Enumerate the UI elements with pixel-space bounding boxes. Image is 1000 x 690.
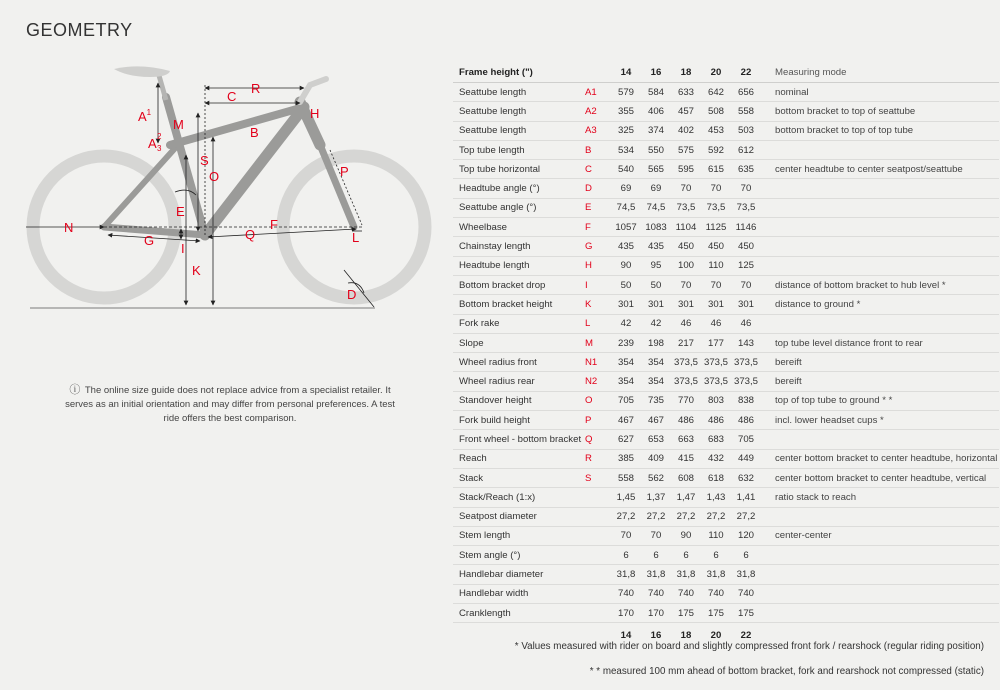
- row-label: Seatpost diameter: [453, 507, 585, 526]
- row-label: Seattube angle (°): [453, 198, 585, 217]
- row-value: 402: [671, 121, 701, 140]
- row-label: Stack/Reach (1:x): [453, 488, 585, 507]
- row-measuring-mode: [761, 237, 999, 256]
- table-row: [453, 372, 999, 391]
- size-footer: 14: [620, 629, 632, 641]
- row-value: 534: [611, 140, 641, 159]
- row-value: 385: [611, 449, 641, 468]
- row-value: 1083: [641, 218, 671, 237]
- row-value: 592: [701, 140, 731, 159]
- row-value: 632: [731, 468, 761, 487]
- row-measuring-mode: [761, 546, 999, 565]
- row-label: Seattube length: [453, 102, 585, 121]
- table-row: [453, 353, 999, 372]
- label-p: P: [340, 164, 349, 179]
- row-label: Seattube length: [453, 83, 585, 102]
- size-footer: 18: [680, 629, 692, 641]
- geometry-table: [453, 63, 999, 647]
- row-measuring-mode: center bottom bracket to center headtube, horizontal: [761, 449, 999, 468]
- row-value: 31,8: [731, 565, 761, 584]
- row-value: 170: [641, 604, 671, 623]
- row-value: 608: [671, 468, 701, 487]
- table-row: [453, 526, 999, 545]
- row-value: 95: [641, 256, 671, 275]
- table-row: [453, 391, 999, 410]
- row-value: 90: [671, 526, 701, 545]
- row-label: Bottom bracket height: [453, 295, 585, 314]
- label-e: E: [176, 204, 185, 219]
- row-measuring-mode: center bottom bracket to center headtube, vertical: [761, 468, 999, 487]
- row-label: Stem length: [453, 526, 585, 545]
- table-row: [453, 121, 999, 140]
- row-code: P: [585, 411, 611, 430]
- row-value: 486: [701, 411, 731, 430]
- row-value: 42: [641, 314, 671, 333]
- row-value: 453: [701, 121, 731, 140]
- row-value: 467: [641, 411, 671, 430]
- row-value: 70: [701, 179, 731, 198]
- table-row: [453, 411, 999, 430]
- row-value: 239: [611, 333, 641, 352]
- row-value: 1,47: [671, 488, 701, 507]
- info-icon: ⓘ: [69, 384, 81, 396]
- row-value: 705: [611, 391, 641, 410]
- row-code: [585, 546, 611, 565]
- row-measuring-mode: center-center: [761, 526, 999, 545]
- row-value: 325: [611, 121, 641, 140]
- row-value: 838: [731, 391, 761, 410]
- table-row: [453, 468, 999, 487]
- row-value: 740: [641, 584, 671, 603]
- row-value: 1125: [701, 218, 731, 237]
- row-value: 373,5: [671, 372, 701, 391]
- row-label: Stem angle (°): [453, 546, 585, 565]
- row-measuring-mode: [761, 584, 999, 603]
- label-r: R: [251, 81, 261, 96]
- page-title: GEOMETRY: [26, 20, 133, 40]
- row-value: 110: [701, 526, 731, 545]
- row-code: C: [585, 160, 611, 179]
- row-measuring-mode: [761, 565, 999, 584]
- row-measuring-mode: [761, 430, 999, 449]
- label-a3-sup: 2: [157, 132, 162, 141]
- row-label: Wheel radius front: [453, 353, 585, 372]
- label-g: G: [144, 233, 155, 248]
- row-value: 354: [611, 353, 641, 372]
- size-header: 22: [731, 63, 761, 83]
- row-code: S: [585, 468, 611, 487]
- row-value: 73,5: [671, 198, 701, 217]
- label-l: L: [352, 230, 360, 245]
- row-value: 177: [701, 333, 731, 352]
- label-o: O: [209, 169, 220, 184]
- row-code: K: [585, 295, 611, 314]
- row-value: 1,43: [701, 488, 731, 507]
- row-value: 406: [641, 102, 671, 121]
- row-value: 373,5: [731, 372, 761, 391]
- row-measuring-mode: top tube level distance front to rear: [761, 333, 999, 352]
- row-value: 633: [671, 83, 701, 102]
- row-value: 74,5: [641, 198, 671, 217]
- row-value: 415: [671, 449, 701, 468]
- row-measuring-mode: bereift: [761, 353, 999, 372]
- row-value: 1104: [671, 218, 701, 237]
- footnote-static-measurement: * * measured 100 mm ahead of bottom bracket, fork and rearshock not compressed (static): [589, 666, 984, 677]
- row-value: 90: [611, 256, 641, 275]
- row-value: 374: [641, 121, 671, 140]
- label-n: N: [64, 220, 74, 235]
- row-value: 27,2: [611, 507, 641, 526]
- row-label: Wheel radius rear: [453, 372, 585, 391]
- row-value: 6: [731, 546, 761, 565]
- row-value: 70: [731, 179, 761, 198]
- row-label: Top tube length: [453, 140, 585, 159]
- row-value: 6: [641, 546, 671, 565]
- row-value: 120: [731, 526, 761, 545]
- row-code: L: [585, 314, 611, 333]
- label-f: F: [270, 217, 278, 232]
- row-value: 31,8: [611, 565, 641, 584]
- row-value: 584: [641, 83, 671, 102]
- table-row: [453, 218, 999, 237]
- label-a3: A: [148, 136, 157, 151]
- row-value: 69: [641, 179, 671, 198]
- size-header: 20: [701, 63, 731, 83]
- label-m: M: [173, 117, 184, 132]
- row-value: 175: [731, 604, 761, 623]
- row-code: F: [585, 218, 611, 237]
- table-row: [453, 198, 999, 217]
- row-measuring-mode: bottom bracket to top of seattube: [761, 102, 999, 121]
- row-value: 70: [611, 526, 641, 545]
- row-value: 653: [641, 430, 671, 449]
- size-header: 16: [641, 63, 671, 83]
- row-value: 803: [701, 391, 731, 410]
- row-value: 457: [671, 102, 701, 121]
- row-code: I: [585, 275, 611, 294]
- row-code: E: [585, 198, 611, 217]
- row-value: 301: [611, 295, 641, 314]
- row-code: N1: [585, 353, 611, 372]
- row-value: 612: [731, 140, 761, 159]
- row-value: 740: [611, 584, 641, 603]
- row-measuring-mode: [761, 507, 999, 526]
- row-value: 70: [701, 275, 731, 294]
- table-row: [453, 314, 999, 333]
- table-row: [453, 179, 999, 198]
- row-value: 449: [731, 449, 761, 468]
- row-value: 70: [731, 275, 761, 294]
- label-q: Q: [245, 227, 256, 242]
- table-row: [453, 102, 999, 121]
- row-value: 27,2: [671, 507, 701, 526]
- row-value: 354: [641, 372, 671, 391]
- table-row: [453, 256, 999, 275]
- row-value: 618: [701, 468, 731, 487]
- row-value: 355: [611, 102, 641, 121]
- row-value: 409: [641, 449, 671, 468]
- row-value: 558: [731, 102, 761, 121]
- row-value: 6: [701, 546, 731, 565]
- saddle: [114, 66, 170, 77]
- row-measuring-mode: [761, 314, 999, 333]
- row-value: 656: [731, 83, 761, 102]
- row-code: [585, 584, 611, 603]
- row-value: 705: [731, 430, 761, 449]
- row-value: 663: [671, 430, 701, 449]
- row-label: Slope: [453, 333, 585, 352]
- row-value: 301: [671, 295, 701, 314]
- table-row: [453, 160, 999, 179]
- footnote-rider-on-board: * Values measured with rider on board and slightly compressed front fork / rearshock (regular riding position): [514, 641, 984, 652]
- row-label: Headtube angle (°): [453, 179, 585, 198]
- row-value: 735: [641, 391, 671, 410]
- table-row: [453, 565, 999, 584]
- row-code: [585, 604, 611, 623]
- label-s: S: [200, 153, 209, 168]
- row-value: 579: [611, 83, 641, 102]
- row-value: 770: [671, 391, 701, 410]
- row-label: Wheelbase: [453, 218, 585, 237]
- measuring-mode-header: Measuring mode: [761, 63, 999, 83]
- row-value: 615: [701, 160, 731, 179]
- table-row: [453, 295, 999, 314]
- row-value: 1,45: [611, 488, 641, 507]
- row-value: 575: [671, 140, 701, 159]
- row-value: 642: [701, 83, 731, 102]
- row-value: 503: [731, 121, 761, 140]
- row-value: 354: [611, 372, 641, 391]
- table-row: [453, 237, 999, 256]
- row-code: H: [585, 256, 611, 275]
- size-guide-note-text: The online size guide does not replace advice from a specialist retailer. It serves as an initial orientation and may differ from personal preferences. A test ride offers the best comparison.: [65, 385, 395, 424]
- row-label: Headtube length: [453, 256, 585, 275]
- row-label: Seattube length: [453, 121, 585, 140]
- table-row: [453, 604, 999, 623]
- row-value: 125: [731, 256, 761, 275]
- row-value: 27,2: [641, 507, 671, 526]
- table-row: [453, 83, 999, 102]
- label-k: K: [192, 263, 201, 278]
- row-value: 565: [641, 160, 671, 179]
- table-row: [453, 333, 999, 352]
- row-value: 50: [611, 275, 641, 294]
- row-code: O: [585, 391, 611, 410]
- row-value: 635: [731, 160, 761, 179]
- row-value: 74,5: [611, 198, 641, 217]
- row-value: 432: [701, 449, 731, 468]
- row-measuring-mode: [761, 604, 999, 623]
- label-a1: A: [138, 109, 147, 124]
- row-label: Top tube horizontal: [453, 160, 585, 179]
- row-value: 467: [611, 411, 641, 430]
- row-value: 301: [701, 295, 731, 314]
- row-value: 46: [701, 314, 731, 333]
- label-h: H: [310, 106, 320, 121]
- row-value: 27,2: [731, 507, 761, 526]
- row-measuring-mode: [761, 218, 999, 237]
- row-measuring-mode: nominal: [761, 83, 999, 102]
- row-label: Stack: [453, 468, 585, 487]
- size-footer: 16: [650, 629, 662, 641]
- row-label: Reach: [453, 449, 585, 468]
- row-value: 1,41: [731, 488, 761, 507]
- size-header: 14: [611, 63, 641, 83]
- row-measuring-mode: ratio stack to reach: [761, 488, 999, 507]
- row-measuring-mode: distance of bottom bracket to hub level *: [761, 275, 999, 294]
- row-measuring-mode: center headtube to center seatpost/seattube: [761, 160, 999, 179]
- table-header-row: [453, 63, 999, 83]
- row-value: 373,5: [701, 372, 731, 391]
- size-guide-note: [60, 383, 400, 426]
- row-label: Bottom bracket drop: [453, 275, 585, 294]
- row-value: 1146: [731, 218, 761, 237]
- row-measuring-mode: [761, 140, 999, 159]
- table-row: [453, 275, 999, 294]
- row-measuring-mode: distance to ground *: [761, 295, 999, 314]
- row-code: M: [585, 333, 611, 352]
- row-value: 175: [701, 604, 731, 623]
- row-value: 486: [731, 411, 761, 430]
- row-value: 31,8: [701, 565, 731, 584]
- row-value: 540: [611, 160, 641, 179]
- row-label: Cranklength: [453, 604, 585, 623]
- row-label: Chainstay length: [453, 237, 585, 256]
- row-value: 550: [641, 140, 671, 159]
- row-label: Standover height: [453, 391, 585, 410]
- row-value: 450: [701, 237, 731, 256]
- row-value: 435: [641, 237, 671, 256]
- row-value: 1,37: [641, 488, 671, 507]
- row-code: R: [585, 449, 611, 468]
- row-measuring-mode: top of top tube to ground * *: [761, 391, 999, 410]
- row-value: 143: [731, 333, 761, 352]
- row-value: 50: [641, 275, 671, 294]
- row-label: Fork rake: [453, 314, 585, 333]
- row-value: 740: [731, 584, 761, 603]
- row-label: Handlebar diameter: [453, 565, 585, 584]
- bike-geometry-diagram: [0, 55, 440, 325]
- row-value: 70: [671, 275, 701, 294]
- row-value: 373,5: [671, 353, 701, 372]
- row-code: [585, 565, 611, 584]
- row-value: 31,8: [641, 565, 671, 584]
- row-code: [585, 488, 611, 507]
- row-value: 1057: [611, 218, 641, 237]
- row-value: 740: [671, 584, 701, 603]
- row-value: 373,5: [701, 353, 731, 372]
- row-value: 198: [641, 333, 671, 352]
- row-value: 486: [671, 411, 701, 430]
- label-a1-sup: 1: [146, 108, 152, 117]
- row-value: 683: [701, 430, 731, 449]
- row-value: 73,5: [731, 198, 761, 217]
- row-label: Fork build height: [453, 411, 585, 430]
- frame-height-header: Frame height ("): [453, 63, 585, 83]
- label-b: B: [250, 125, 259, 140]
- row-value: 31,8: [671, 565, 701, 584]
- table-row: [453, 546, 999, 565]
- row-value: 354: [641, 353, 671, 372]
- row-code: [585, 507, 611, 526]
- row-value: 562: [641, 468, 671, 487]
- row-value: 70: [641, 526, 671, 545]
- row-value: 42: [611, 314, 641, 333]
- row-code: A1: [585, 83, 611, 102]
- table-row: [453, 140, 999, 159]
- row-code: Q: [585, 430, 611, 449]
- row-value: 627: [611, 430, 641, 449]
- row-measuring-mode: incl. lower headset cups *: [761, 411, 999, 430]
- table-row: [453, 430, 999, 449]
- row-code: [585, 526, 611, 545]
- row-value: 740: [701, 584, 731, 603]
- row-value: 69: [611, 179, 641, 198]
- label-a3-sub: 3: [157, 144, 162, 153]
- row-measuring-mode: [761, 198, 999, 217]
- row-value: 301: [731, 295, 761, 314]
- row-code: G: [585, 237, 611, 256]
- row-value: 175: [671, 604, 701, 623]
- label-d: D: [347, 287, 357, 302]
- row-code: B: [585, 140, 611, 159]
- row-code: A3: [585, 121, 611, 140]
- row-value: 508: [701, 102, 731, 121]
- row-code: N2: [585, 372, 611, 391]
- row-measuring-mode: [761, 179, 999, 198]
- row-value: 595: [671, 160, 701, 179]
- row-measuring-mode: [761, 256, 999, 275]
- row-value: 170: [611, 604, 641, 623]
- row-value: 110: [701, 256, 731, 275]
- row-code: A2: [585, 102, 611, 121]
- row-value: 450: [731, 237, 761, 256]
- row-value: 6: [671, 546, 701, 565]
- size-footer: 20: [710, 629, 722, 641]
- row-label: Handlebar width: [453, 584, 585, 603]
- row-value: 558: [611, 468, 641, 487]
- table-row: [453, 507, 999, 526]
- row-value: 435: [611, 237, 641, 256]
- row-value: 6: [611, 546, 641, 565]
- row-value: 70: [671, 179, 701, 198]
- row-code: D: [585, 179, 611, 198]
- label-c: C: [227, 89, 237, 104]
- handlebar: [300, 79, 326, 102]
- row-value: 301: [641, 295, 671, 314]
- row-value: 450: [671, 237, 701, 256]
- table-row: [453, 488, 999, 507]
- table-row: [453, 584, 999, 603]
- row-value: 27,2: [701, 507, 731, 526]
- row-value: 46: [671, 314, 701, 333]
- row-value: 73,5: [701, 198, 731, 217]
- row-measuring-mode: bottom bracket to top of top tube: [761, 121, 999, 140]
- table-row: [453, 449, 999, 468]
- size-footer: 22: [740, 629, 752, 641]
- row-value: 46: [731, 314, 761, 333]
- size-header: 18: [671, 63, 701, 83]
- svg-text:A1: [138, 108, 152, 124]
- row-label: Front wheel - bottom bracket: [453, 430, 585, 449]
- row-value: 373,5: [731, 353, 761, 372]
- label-i: I: [181, 241, 185, 256]
- row-value: 100: [671, 256, 701, 275]
- row-value: 217: [671, 333, 701, 352]
- row-measuring-mode: bereift: [761, 372, 999, 391]
